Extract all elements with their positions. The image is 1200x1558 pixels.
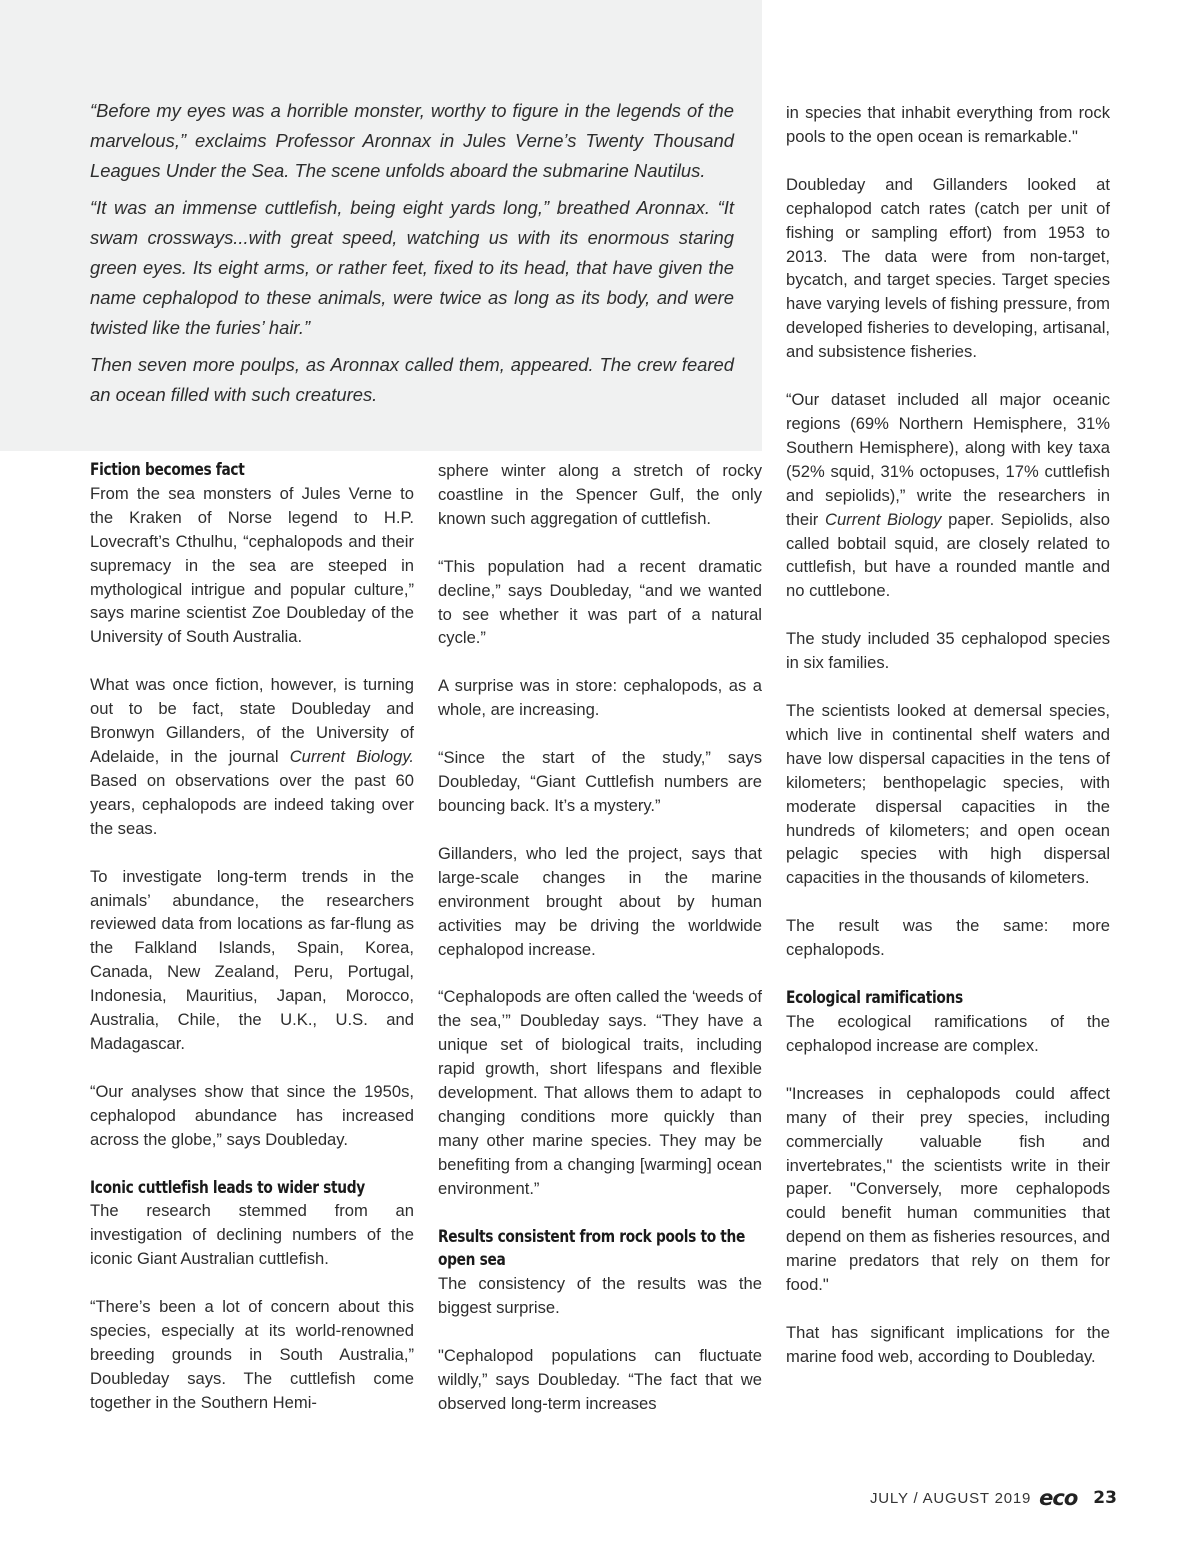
column-2 — [438, 459, 762, 1416]
col3-paragraph-5: The scientists looked at demersal species, which live in continental shelf waters and have low dispersal capacities in the tens of kilometers; benthopelagic species, with moderate dispersal capacities in the hundreds of kilometers; and open ocean pelagic species with high dispersal capacities in the thousands of kilometers. — [786, 701, 1110, 888]
intro-paragraph-1: “Before my eyes was a horrible monster, worthy to figure in the legends of the marvelous,” exclaims Professor Aronnax in Jules Verne’s Twenty Thousand Leagues Under the Sea. The scene unfolds aboard the submarine Nautilus. — [90, 100, 734, 181]
page-number: 23 — [1093, 1488, 1117, 1508]
section-heading-fiction: Fiction becomes fact — [90, 459, 245, 479]
intro-paragraph-3: Then seven more poulps, as Aronnax called them, appeared. The crew feared an ocean filled with such creatures. — [90, 354, 734, 406]
col1-paragraph-1: From the sea monsters of Jules Verne to the Kraken of Norse legend to H.P. Lovecraft’s Cthulhu, “cephalopods and their supremacy in the sea are steeped in mythological intrigue and popular culture,” says marine scientist Zoe Doubleday of the University of South Australia. — [90, 483, 414, 647]
column-3 — [786, 101, 1110, 1369]
text-run: “Our dataset included all major oceanic regions (69% Northern Hemisphere, 31% Southern Hemisphere), along with key taxa (52% squid, 31% octopuses, 17% cuttlefish and sepiolids),” write the researchers in their — [786, 390, 1110, 529]
text-run: What was once fiction, however, is turning out to be fact, state Doubleday and Bronwyn Gillanders, of the University of Adelaide, in the journal — [90, 675, 414, 766]
section-heading-ecological: Ecological ramifications — [786, 987, 963, 1008]
col3-paragraph-4: The study included 35 cephalopod species in six families. — [786, 629, 1110, 673]
intro-paragraph-2: “It was an immense cuttlefish, being eight yards long,” breathed Aronnax. “It swam crossways...with great speed, watching us with its enormous staring green eyes. Its eight arms, or rather feet, fixed to its head, that have given the name cephalopod to these animals, were twice as long as its body, and were twisted like the furies’ hair.” — [90, 197, 734, 338]
col3-paragraph-1: in species that inhabit everything from rock pools to the open ocean is remarkable." — [786, 103, 1110, 146]
col1-paragraph-5: The research stemmed from an investigation of declining numbers of the iconic Giant Australian cuttlefish. — [90, 1201, 414, 1269]
col3-paragraph-7: The ecological ramifications of the cephalopod increase are complex. — [786, 1012, 1110, 1055]
column-1 — [90, 458, 414, 1415]
col2-paragraph-2: “This population had a recent dramatic decline,” says Doubleday, “and we wanted to see whether it was part of a natural cycle.” — [438, 556, 762, 648]
col2-paragraph-3: A surprise was in store: cephalopods, as a whole, are increasing. — [438, 676, 762, 720]
text-run: paper. Sepiolids, also called bobtail squid, are closely related to cuttlefish, but have a rounded mantle and no cuttlebone. — [786, 509, 1111, 601]
col3-paragraph-9: That has significant implications for the marine food web, according to Doubleday. — [786, 1322, 1110, 1366]
eco-logo: eco — [1039, 1486, 1078, 1510]
journal-name: Current Biology — [824, 509, 942, 529]
section-heading-results: Results consistent from rock pools to the open sea — [438, 1225, 746, 1270]
col1-paragraph-3: To investigate long-term trends in the animals’ abundance, the researchers reviewed data from locations as far-flung as the Falkland Islands, Spain, Korea, Canada, New Zealand, Peru, Portugal, Indonesia, Mauritius, Japan, Morocco, Australia, Chile, the U.K., U.S. and Madagascar. — [90, 866, 414, 1053]
col3-paragraph-8: "Increases in cephalopods could affect many of their prey species, including commercially valuable fish and invertebrates," the scientists write in their paper. "Conversely, more cephalopods could benefit human communities that depend on them as fisheries resources, and marine predators that rely on them for food." — [786, 1083, 1110, 1295]
col2-paragraph-5: Gillanders, who led the project, says that large-scale changes in the marine environment brought about by human activities may be driving the worldwide cephalopod increase. — [438, 843, 762, 959]
issue-date: JULY / AUGUST 2019 — [870, 1489, 1032, 1507]
col1-paragraph-6: “There’s been a lot of concern about this species, especially at its world-renowned breeding grounds in South Australia,” Doubleday says. The cuttlefish come together in the Southern Hemi- — [90, 1297, 414, 1412]
col2-paragraph-6: “Cephalopods are often called the ‘weeds of the sea,’” Doubleday says. “They have a unique set of biological traits, including rapid growth, short lifespans and flexible development. That allows them to adapt to changing conditions more quickly than many other marine species. They may be benefiting from a changing [warming] ocean environment.” — [438, 987, 762, 1198]
section-heading-iconic-cuttlefish: Iconic cuttlefish leads to wider study — [90, 1176, 365, 1197]
text-run: Based on observations over the past 60 years, cephalopods are indeed taking over the seas. — [90, 770, 414, 838]
col3-paragraph-2: Doubleday and Gillanders looked at cephalopod catch rates (catch per unit of fishing or sampling effort) from 1953 to 2013. The data were from non-target, bycatch, and target species. Target species have varying levels of fishing pressure, from developed fisheries to developing, artisanal, and subsistence fisheries. — [786, 174, 1110, 362]
col1-paragraph-4: “Our analyses show that since the 1950s, cephalopod abundance has increased across the globe,” says Doubleday. — [90, 1081, 414, 1149]
page-footer — [870, 1486, 1117, 1510]
col2-paragraph-7: The consistency of the results was the biggest surprise. — [438, 1274, 762, 1318]
journal-name: Current Biology. — [289, 746, 414, 766]
col1-paragraph-2 — [90, 673, 414, 840]
col3-paragraph-6: The result was the same: more cephalopods. — [786, 916, 1110, 960]
col2-paragraph-4: “Since the start of the study,” says Doubleday, “Giant Cuttlefish numbers are bouncing back. It’s a mystery.” — [438, 748, 762, 815]
col2-paragraph-8: "Cephalopod populations can fluctuate wildly,” says Doubleday. “The fact that we observed long-term increases — [438, 1346, 762, 1413]
col3-paragraph-3 — [786, 388, 1110, 603]
col2-paragraph-1: sphere winter along a stretch of rocky coastline in the Spencer Gulf, the only known such aggregation of cuttlefish. — [438, 461, 762, 528]
intro-quote — [90, 96, 734, 418]
